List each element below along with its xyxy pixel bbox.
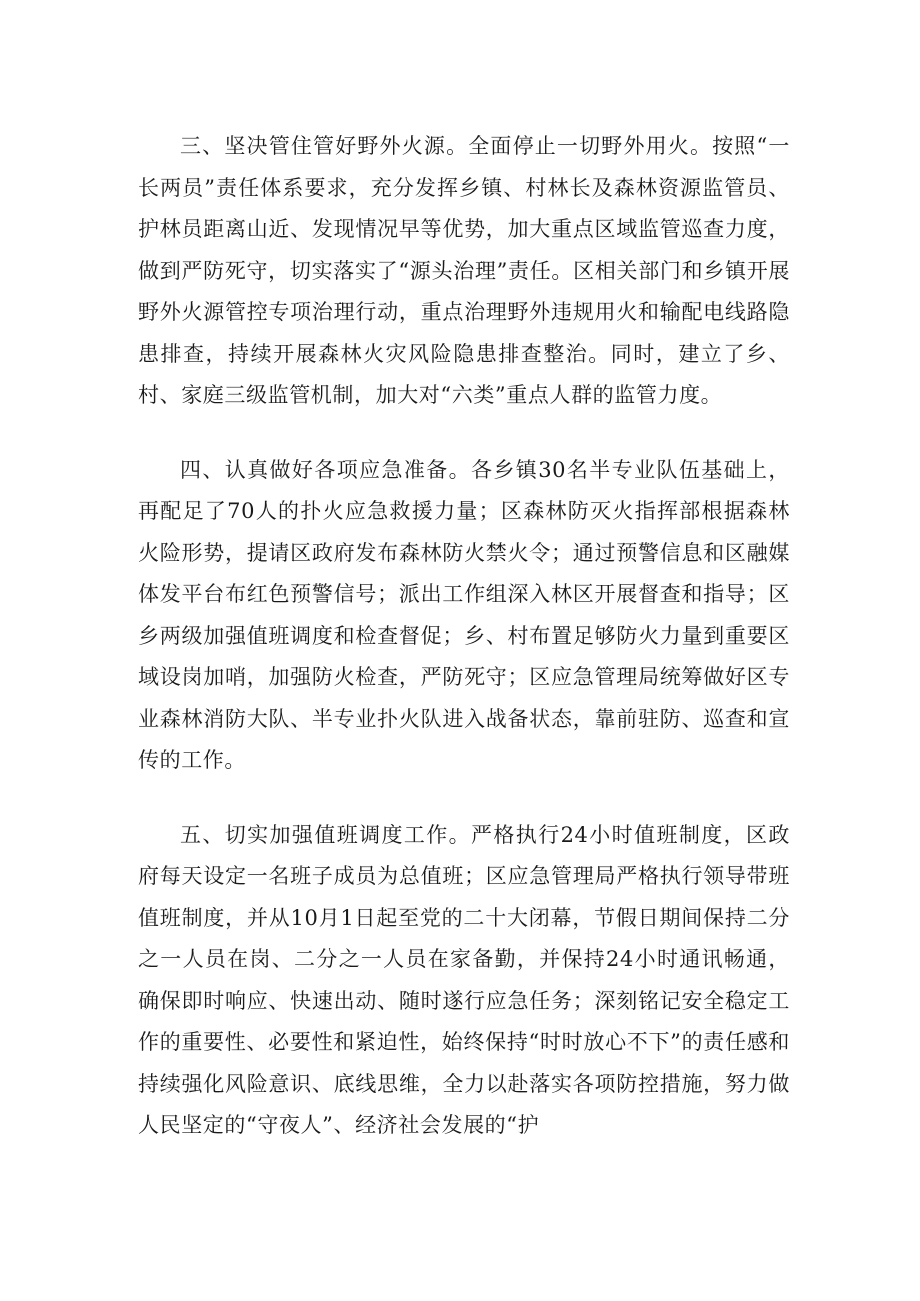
document-body — [138, 126, 790, 1147]
paragraph-fire-source-control: 三、坚决管住管好野外火源。全面停止一切野外用火。按照“一长两员”责任体系要求，充分发挥乡镇、村林长及森林资源监管员、护林员距离山近、发现情况早等优势，加大重点区域监管巡查力度，做到严防死守，切实落实了“源头治理”责任。区相关部门和乡镇开展野外火源管控专项治理行动，重点治理野外违规用火和输配电线路隐患排查，持续开展森林火灾风险隐患排查整治。同时，建立了乡、村、家庭三级监管机制，加大对“六类”重点人群的监管力度。 — [138, 134, 790, 407]
paragraph-emergency-preparation: 四、认真做好各项应急准备。各乡镇30名半专业队伍基础上，再配足了70人的扑火应急救援力量；区森林防灭火指挥部根据森林火险形势，提请区政府发布森林防火禁火令；通过预警信息和区融媒体发平台布红色预警信号；派出工作组深入林区开展督查和指导；区乡两级加强值班调度和检查督促；乡、村布置足够防火力量到重要区域设岗加哨，加强防火检查，严防死守；区应急管理局统筹做好区专业森林消防大队、半专业扑火队进入战备状态，靠前驻防、巡查和宣传的工作。 — [138, 457, 790, 772]
paragraph-duty-scheduling: 五、切实加强值班调度工作。严格执行24小时值班制度，区政府每天设定一名班子成员为总值班；区应急管理局严格执行领导带班值班制度，并从10月1日起至党的二十大闭幕，节假日期间保持二分之一人员在岗、二分之一人员在家备勤，并保持24小时通讯畅通，确保即时响应、快速出动、随时遂行应急任务；深刻铭记安全稳定工作的重要性、必要性和紧迫性，始终保持“时时放心不下”的责任感和持续强化风险意识、底线思维，全力以赴落实各项防控措施，努力做人民坚定的“守夜人”、经济社会发展的“护 — [138, 822, 790, 1137]
